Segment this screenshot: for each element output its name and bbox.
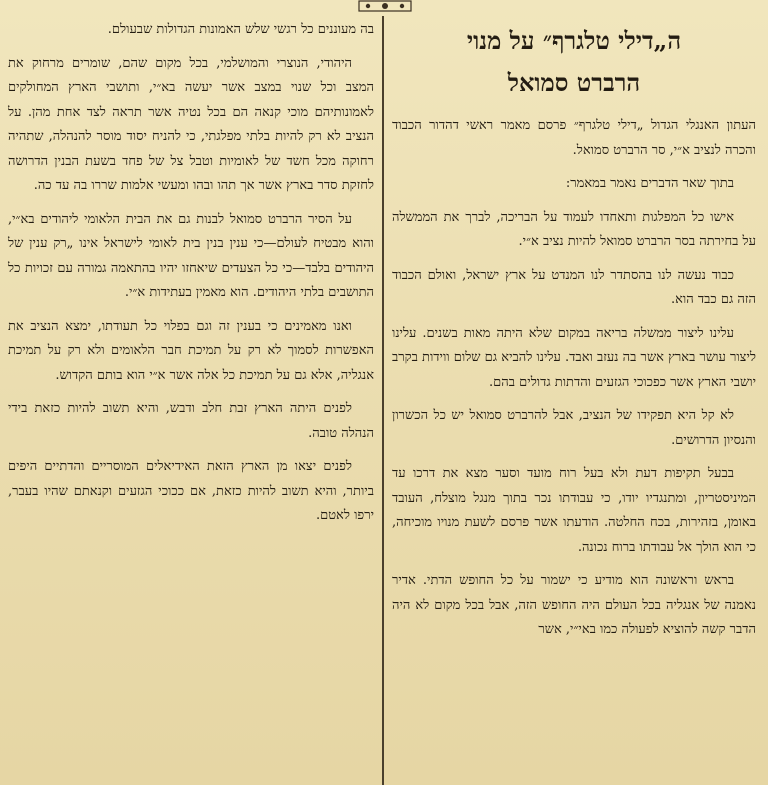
paragraph: לפנים היתה הארץ זבת חלב ודבש, והיא תשוב להיות כזאת בידי הנהלה טובה. bbox=[8, 401, 374, 441]
column-divider bbox=[382, 16, 384, 785]
headline-line1: ה„דילי טלגרף״ על מנוי bbox=[466, 26, 682, 55]
paragraph: בראש וראשונה הוא מודיע כי ישמור על כל החופש הדתי. אדיר נאמנה של אנגליה בכל העולם היה החופש הזה, אבל בכל מקום לא היה הדבר קשה להוציא לפעולה כמו באי״י, אשר bbox=[392, 573, 756, 637]
paragraph: בה מעוננים כל רגשי שלש האמונות הגדולות שבעולם. bbox=[107, 22, 374, 37]
article-right-column bbox=[392, 18, 756, 652]
paragraph: העתון האנגלי הגדול „דילי טלגרף״ פרסם מאמר ראשי דהדור הכבוד והכרה לנציב א״י, סר הרברט סמואל. bbox=[392, 118, 756, 158]
ornament-icon bbox=[358, 0, 412, 14]
article-left-column bbox=[8, 18, 374, 538]
headline-line2: הרברט סמואל bbox=[507, 68, 641, 97]
paragraph: כבוד נעשה לנו בהסתדר לנו המנדט על ארץ ישראל, ואולם הכבוד הזה גם כבד הוא. bbox=[392, 267, 756, 307]
paragraph: עלינו ליצור ממשלה בריאה במקום שלא היתה מאות בשנים. עלינו ליצור עושר בארץ אשר בה נעזב ואבד. עלינו להביא גם שלום ווידות בקרב יושבי הארץ אשר כפכוכי הגזעים והדתות גדולים בהם. bbox=[392, 325, 756, 390]
paragraph: אישו כל המפלגות ותאחדו לעמוד על הבריכה, לברך את הממשלה על בחירתה בסר הרברט סמואל להיות נציב א״י. bbox=[392, 209, 756, 249]
paragraph: ואנו מאמינים כי בענין זה וגם בפלוי כל תעודתו, ימצא הנציב את האפשרות לסמוך לא רק על תמיכת חבר הלאומים ולא רק על תמיכת אנגליה, אלא גם על תמיכת כל אלה אשר א״י הוא בותם הקדוש. bbox=[8, 318, 374, 383]
paragraph: היהודי, הנוצרי והמושלמי, בכל מקום שהם, שומרים מרחוק את המצב וכל שנוי במצב אשר יעשה בא״י, ותושבי הארץ המחולקים לאמונותיהם מוכי קנאה הם בכל נטיה אשר תראה לצד אחת מהן. על הנציב לא רק להיות בלתי מפלגתי, כי להניח יסוד מוסר להנהלה, שתהיה רחוקה מכל חשד של לאומיות וטבל צל של פחד בשעת הבנין הדרושה לחזקת סדר בארץ אשר אך תהו ובהו ומעשי אלמות שררו בה עד כה. bbox=[8, 55, 374, 193]
paragraph: בתוך שאר הדברים נאמר במאמר: bbox=[565, 176, 734, 191]
paragraph: לא קל היא תפקידו של הנציב, אבל להרברט סמואל יש כל הכשרון והנסיון הדרושים. bbox=[392, 408, 756, 448]
paragraph: על הסיר הרברט סמואל לבנות גם את הבית הלאומי ליהודים בא״י, והוא מבטיח לעולם—כי ענין בנין בית לאומי לישראל אינו „רק ענין של היהודים בלבד—כי כל הצעדים שיאחזו יהיו בהתאמה גמורה עם זכויות כל התושבים בלתי היהודים. הוא מאמין בעתידות א״י. bbox=[8, 211, 374, 300]
paragraph: לפנים יצאו מן הארץ הזאת האידיאלים המוסריים והדתיים היפים ביותר, והיא תשוב להיות כזאת, אם ככוכי הגזעים וקנאתם שהיו בעבר, ירפו לאטם. bbox=[8, 459, 374, 523]
paragraph: בבעל תקיפות דעת ולא בעל רוח מועד וסער מצא את דרכו עד המיניסטריון, ומתנגדיו יודו, כי עבודתו נכר בתוך מנגל מוצלח, העובד באומן, בזהירות, בכח החלטה. הודעתו אשר פרסם לשעת מנויו מוכיחה, כי הוא הולך אל עבודתו ברוח נכונה. bbox=[392, 466, 756, 555]
